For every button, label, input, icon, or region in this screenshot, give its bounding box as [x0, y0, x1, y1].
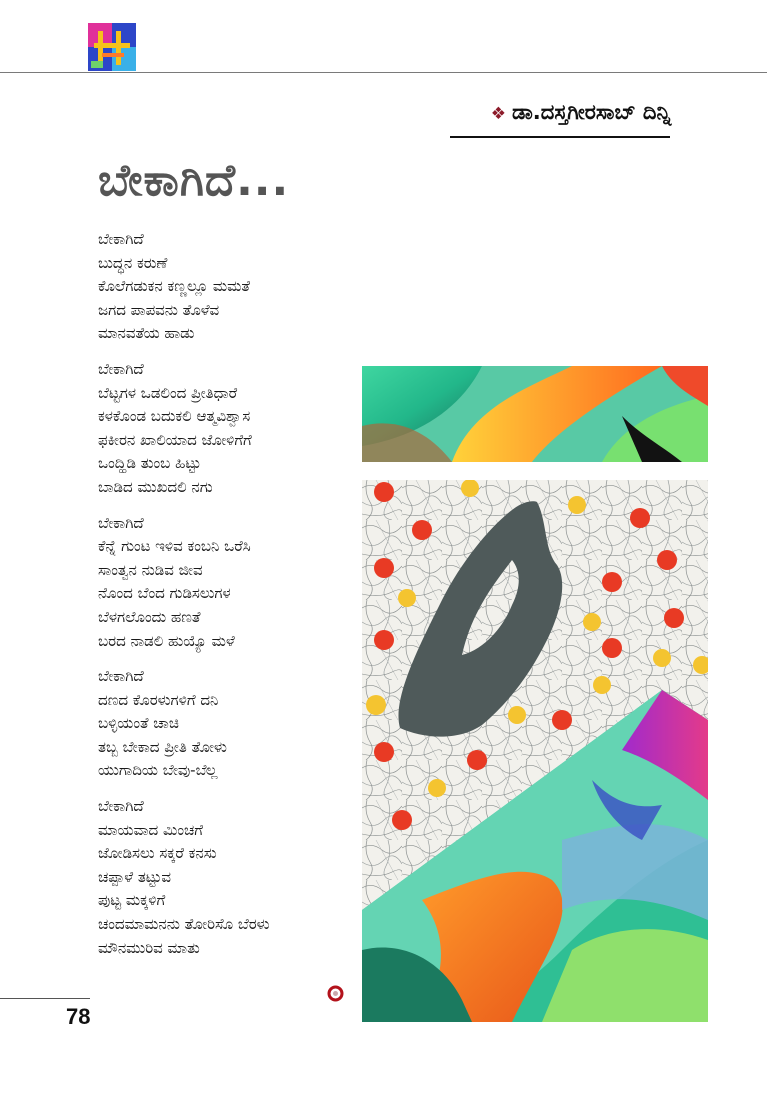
- page-number: 78: [66, 1004, 91, 1029]
- poem-line: ಮೌನಮುರಿವ ಮಾತು: [98, 938, 200, 957]
- collage-illustration: [362, 480, 708, 1022]
- poem-line: ಬೇಕಾಗಿದೆ: [98, 667, 144, 686]
- author-name: ಡಾ.ದಸ್ತಗೀರಸಾಬ್ ದಿನ್ನಿ: [511, 100, 671, 124]
- diamond-bullet-icon: ❖: [490, 104, 506, 124]
- author-byline: [491, 100, 671, 125]
- abstract-illustration-strip: [362, 366, 708, 462]
- stanza: [98, 795, 348, 960]
- poem-line: ಮಾನವತೆಯ ಹಾಡು: [98, 324, 195, 343]
- poem-line: ದಣದ ಕೊರಳುಗಳಿಗೆ ದನಿ: [98, 690, 219, 709]
- poem-line: ಬೇಕಾಗಿದೆ: [98, 513, 144, 532]
- poem-line: ಕಳಕೊಂಡ ಬದುಕಲಿ ಆತ್ಮವಿಶ್ವಾಸ: [98, 407, 251, 426]
- poem-line: ಫಕೀರನ ಖಾಲಿಯಾದ ಜೋಳಿಗೆಗೆ: [98, 430, 252, 449]
- poem-line: ಬೇಕಾಗಿದೆ: [98, 797, 144, 816]
- poem-line: ಕೊಲೆಗಡುಕನ ಕಣ್ಣಲ್ಲೂ ಮಮತೆ: [98, 277, 250, 296]
- end-circle-icon: [327, 985, 344, 1002]
- poem-line: ಚಂದಮಾಮನನು ತೋರಿಸೊ ಬೆರಳು: [98, 915, 270, 934]
- poem-line: ತಬ್ಬ ಬೇಕಾದ ಪ್ರೀತಿ ತೋಳು: [98, 737, 227, 756]
- poem-line: ಬಳ್ಳಿಯಂತೆ ಚಾಚಿ: [98, 714, 179, 733]
- poem-line: ಬೇಕಾಗಿದೆ: [98, 359, 144, 378]
- stanza: [98, 228, 348, 346]
- poem-line: ಬೆಟ್ಟಗಳ ಒಡಲಿಂದ ಪ್ರೀತಿಧಾರೆ: [98, 383, 238, 402]
- magazine-logo: [88, 23, 136, 71]
- poem-line: ಕೆನ್ನೆ ಗುಂಟ ಇಳಿವ ಕಂಬನಿ ಒರೆಸಿ: [98, 537, 251, 556]
- stanza: [98, 512, 348, 654]
- poem-line: ಬೇಕಾಗಿದೆ: [98, 230, 144, 248]
- author-underline: [450, 136, 670, 138]
- stanza: [98, 358, 348, 500]
- header-rule: [0, 72, 767, 73]
- poem-line: ಜಗದ ಪಾಪವನು ತೊಳೆವ: [98, 300, 220, 319]
- poem-body: [98, 228, 348, 972]
- poem-line: ಬೆಳಗಲೊಂದು ಹಣತೆ: [98, 607, 201, 626]
- footer-rule: [0, 998, 90, 999]
- poem-line: ಒಂದ್ಹಿಡಿ ತುಂಬ ಹಿಟ್ಟು: [98, 454, 202, 473]
- poem-line: ಸಾಂತ್ವನ ನುಡಿವ ಜೀವ: [98, 560, 203, 579]
- poem-line: ಬಾಡಿದ ಮುಖದಲಿ ನಗು: [98, 477, 213, 496]
- poem-line: ಚಪ್ಪಾಳೆ ತಟ್ಟುವ: [98, 867, 172, 886]
- poem-line: ನೊಂದ ಬೆಂದ ಗುಡಿಸಲುಗಳ: [98, 584, 231, 603]
- poem-line: ಪುಟ್ಟ ಮಕ್ಕಳಿಗೆ: [98, 891, 166, 910]
- poem-line: ಬರದ ನಾಡಲಿ ಹುಯ್ಯೊ ಮಳೆ: [98, 631, 235, 650]
- poem-line: ಮಾಯವಾದ ಮಿಂಚಗೆ: [98, 820, 203, 839]
- stanza: [98, 665, 348, 783]
- poem-line: ಬುದ್ಧನ ಕರುಣೆ: [98, 253, 168, 272]
- poem-line: ಯುಗಾದಿಯ ಬೇವು-ಬೆಲ್ಲ: [98, 761, 218, 780]
- logo-graphic: [88, 23, 136, 71]
- poem-line: ಜೋಡಿಸಲು ಸಕ್ಕರೆ ಕನಸು: [98, 844, 217, 863]
- poem-title: ಬೇಕಾಗಿದೆ...: [98, 155, 290, 206]
